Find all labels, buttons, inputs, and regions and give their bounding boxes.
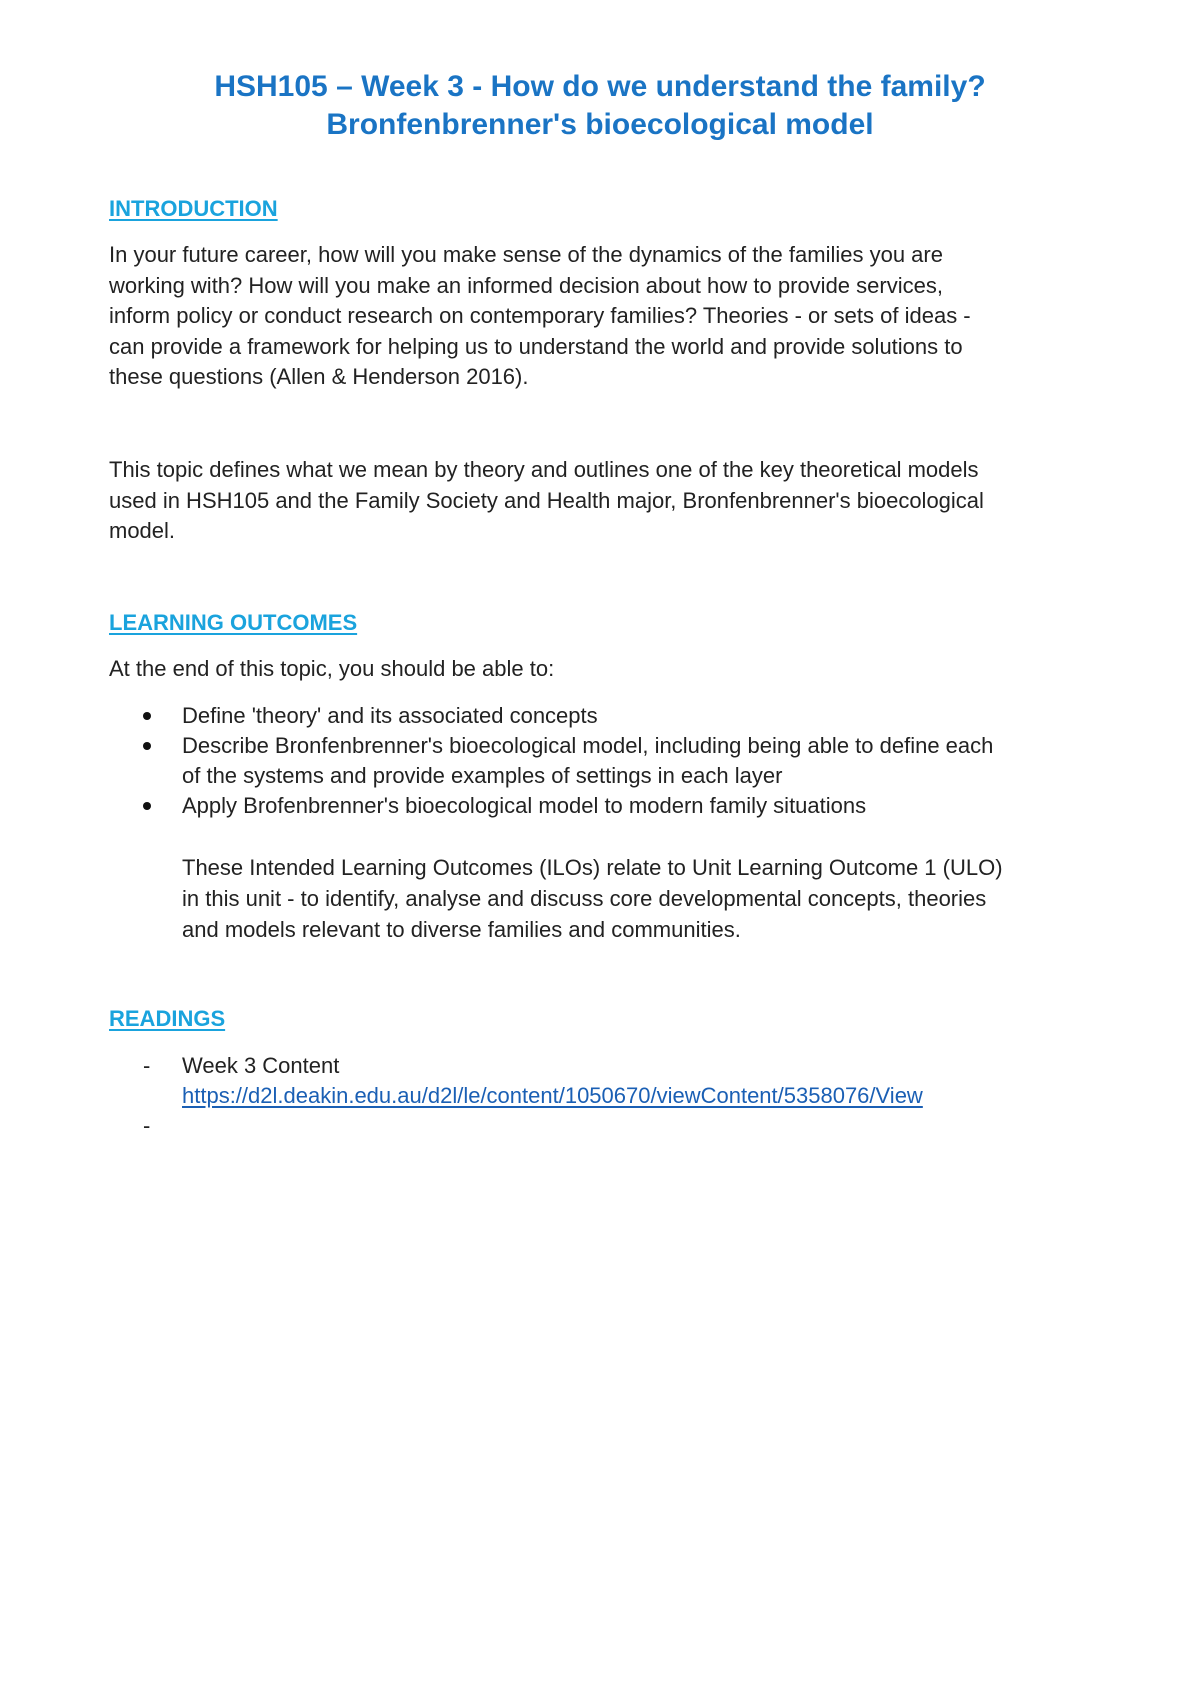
- text-line: these questions (Allen & Henderson 2016).: [109, 364, 529, 389]
- learning-outcomes-lead: [109, 654, 1099, 685]
- dash-marker: -: [143, 1053, 151, 1078]
- title-line-1: HSH105 – Week 3 - How do we understand the family?: [214, 70, 986, 103]
- dash-marker: -: [143, 1113, 151, 1138]
- list-item: [109, 791, 1109, 821]
- learning-outcomes-list: [109, 701, 1109, 821]
- ilo-note: [182, 852, 1102, 945]
- list-item: [109, 1111, 1109, 1141]
- reading-link[interactable]: https://d2l.deakin.edu.au/d2l/le/content/1050670/viewContent/5358076/View: [182, 1083, 923, 1108]
- text-line: and models relevant to diverse families and communities.: [182, 917, 741, 942]
- list-item: [109, 1051, 1109, 1111]
- list-item-text: Apply Brofenbrenner's bioecological model to modern family situations: [182, 793, 867, 818]
- text-line: model.: [109, 518, 176, 543]
- text-line: working with? How will you make an informed decision about how to provide services,: [109, 272, 943, 298]
- bullet-icon: [143, 742, 151, 750]
- list-item: [109, 701, 1109, 731]
- bullet-icon: [143, 712, 151, 720]
- document-title: [0, 68, 1200, 144]
- introduction-paragraph-2: [109, 455, 1099, 547]
- list-item-text: Define 'theory' and its associated concepts: [182, 703, 598, 728]
- list-item: [109, 731, 1109, 791]
- readings-list: [109, 1051, 1109, 1141]
- title-line-2: Bronfenbrenner's bioecological model: [326, 108, 874, 141]
- introduction-paragraph-1: [109, 240, 1099, 393]
- text-line: used in HSH105 and the Family Society and Health major, Bronfenbrenner's bioecological: [109, 487, 984, 513]
- learning-outcomes-heading: LEARNING OUTCOMES: [109, 610, 358, 635]
- readings-heading: READINGS: [109, 1006, 226, 1031]
- text-line: These Intended Learning Outcomes (ILOs) relate to Unit Learning Outcome 1 (ULO): [182, 855, 1003, 880]
- text-line: This topic defines what we mean by theory and outlines one of the key theoretical models: [109, 457, 979, 482]
- text-line: inform policy or conduct research on contemporary families? Theories - or sets of ideas -: [109, 303, 971, 328]
- text-line: in this unit - to identify, analyse and discuss core developmental concepts, theories: [182, 886, 987, 911]
- list-item-text: of the systems and provide examples of settings in each layer: [182, 763, 783, 788]
- introduction-heading: INTRODUCTION: [109, 196, 278, 221]
- text-line: At the end of this topic, you should be able to:: [109, 656, 555, 681]
- reading-title: Week 3 Content: [182, 1053, 340, 1078]
- text-line: In your future career, how will you make sense of the dynamics of the families you are: [109, 242, 943, 267]
- list-item-text: Describe Bronfenbrenner's bioecological model, including being able to define each: [182, 733, 994, 758]
- bullet-icon: [143, 802, 151, 810]
- text-line: can provide a framework for helping us to understand the world and provide solutions to: [109, 333, 963, 359]
